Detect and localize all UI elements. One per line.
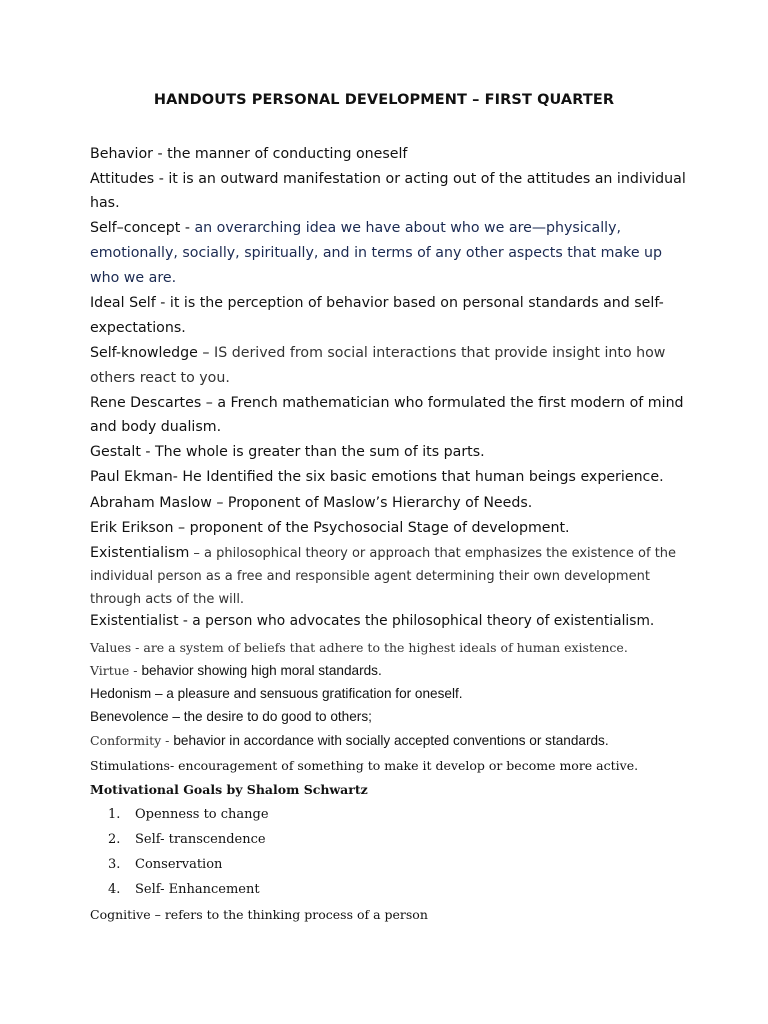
definition-benevolence: Benevolence – the desire to do good to others; bbox=[90, 709, 372, 724]
definition-ekman: Paul Ekman- He Identified the six basic emotions that human beings experience. bbox=[90, 469, 664, 485]
list-item-text: Conservation bbox=[135, 857, 223, 872]
list-item-number: 4. bbox=[108, 882, 121, 897]
list-item-text: Self- transcendence bbox=[135, 832, 266, 847]
list-item-text: Openness to change bbox=[135, 807, 269, 822]
term-virtue: Virtue - bbox=[90, 663, 142, 678]
definition-ideal-self-line-1: Ideal Self - it is the perception of behavior based on personal standards and self- bbox=[90, 295, 664, 311]
conformity-text: behavior in accordance with socially accepted conventions or standards. bbox=[173, 733, 609, 748]
definition-self-knowledge-line-2: others react to you. bbox=[90, 370, 230, 386]
term-self-concept: Self–concept - bbox=[90, 220, 195, 236]
definition-values: Values - are a system of beliefs that adhere to the highest ideals of human existence. bbox=[90, 640, 628, 655]
definition-conformity bbox=[90, 733, 690, 749]
definition-cognitive: Cognitive – refers to the thinking process of a person bbox=[90, 907, 428, 922]
definition-self-concept-line-3: who we are. bbox=[90, 270, 177, 286]
definition-behavior: Behavior - the manner of conducting oneself bbox=[90, 146, 408, 162]
page-title: HANDOUTS PERSONAL DEVELOPMENT – FIRST QUARTER bbox=[153, 92, 615, 108]
self-concept-text-1: an overarching idea we have about who we are—physically, bbox=[194, 220, 622, 236]
section-heading-motivational-goals: Motivational Goals by Shalom Schwartz bbox=[90, 782, 368, 797]
term-conformity: Conformity - bbox=[90, 733, 174, 748]
definition-ideal-self-line-2: expectations. bbox=[90, 320, 186, 336]
definition-attitudes-line-2: has. bbox=[90, 195, 120, 211]
term-self-knowledge: Self-knowledge – bbox=[90, 345, 215, 361]
term-existentialism: Existentialism bbox=[90, 545, 190, 561]
list-item bbox=[108, 857, 222, 872]
definition-hedonism: Hedonism – a pleasure and sensuous gratification for oneself. bbox=[90, 686, 463, 701]
definition-existentialism-line-1 bbox=[90, 545, 690, 561]
list-item bbox=[108, 807, 269, 822]
definition-erikson: Erik Erikson – proponent of the Psychosocial Stage of development. bbox=[90, 520, 570, 536]
self-knowledge-text-1: IS derived from social interactions that provide insight into how bbox=[214, 345, 666, 361]
list-item bbox=[108, 832, 266, 847]
definition-existentialism-line-3: through acts of the will. bbox=[90, 592, 245, 607]
definition-existentialism-line-2: individual person as a free and responsible agent determining their own development bbox=[90, 569, 650, 584]
definition-virtue bbox=[90, 663, 690, 679]
definition-attitudes-line-1: Attitudes - it is an outward manifestation or acting out of the attitudes an individual bbox=[90, 171, 686, 187]
definition-self-knowledge-line-1 bbox=[90, 345, 690, 361]
virtue-text: behavior showing high moral standards. bbox=[141, 663, 382, 678]
list-item-number: 2. bbox=[108, 832, 121, 847]
definition-maslow: Abraham Maslow – Proponent of Maslow’s Hierarchy of Needs. bbox=[90, 495, 533, 511]
definition-self-concept-line-2: emotionally, socially, spiritually, and in terms of any other aspects that make up bbox=[90, 245, 663, 261]
list-item-number: 3. bbox=[108, 857, 121, 872]
definition-self-concept-line-1 bbox=[90, 220, 690, 236]
definition-descartes-line-2: and body dualism. bbox=[90, 419, 222, 435]
definition-existentialist: Existentialist - a person who advocates the philosophical theory of existentialism. bbox=[90, 613, 655, 629]
definition-descartes-line-1: Rene Descartes – a French mathematician who formulated the first modern of mind bbox=[90, 395, 684, 411]
definition-stimulations: Stimulations- encouragement of something to make it develop or become more active. bbox=[90, 758, 639, 773]
list-item-text: Self- Enhancement bbox=[135, 882, 260, 897]
list-item bbox=[108, 882, 260, 897]
definition-gestalt: Gestalt - The whole is greater than the sum of its parts. bbox=[90, 444, 485, 460]
existentialism-text-1: – a philosophical theory or approach that emphasizes the existence of the bbox=[189, 546, 677, 561]
list-item-number: 1. bbox=[108, 807, 121, 822]
